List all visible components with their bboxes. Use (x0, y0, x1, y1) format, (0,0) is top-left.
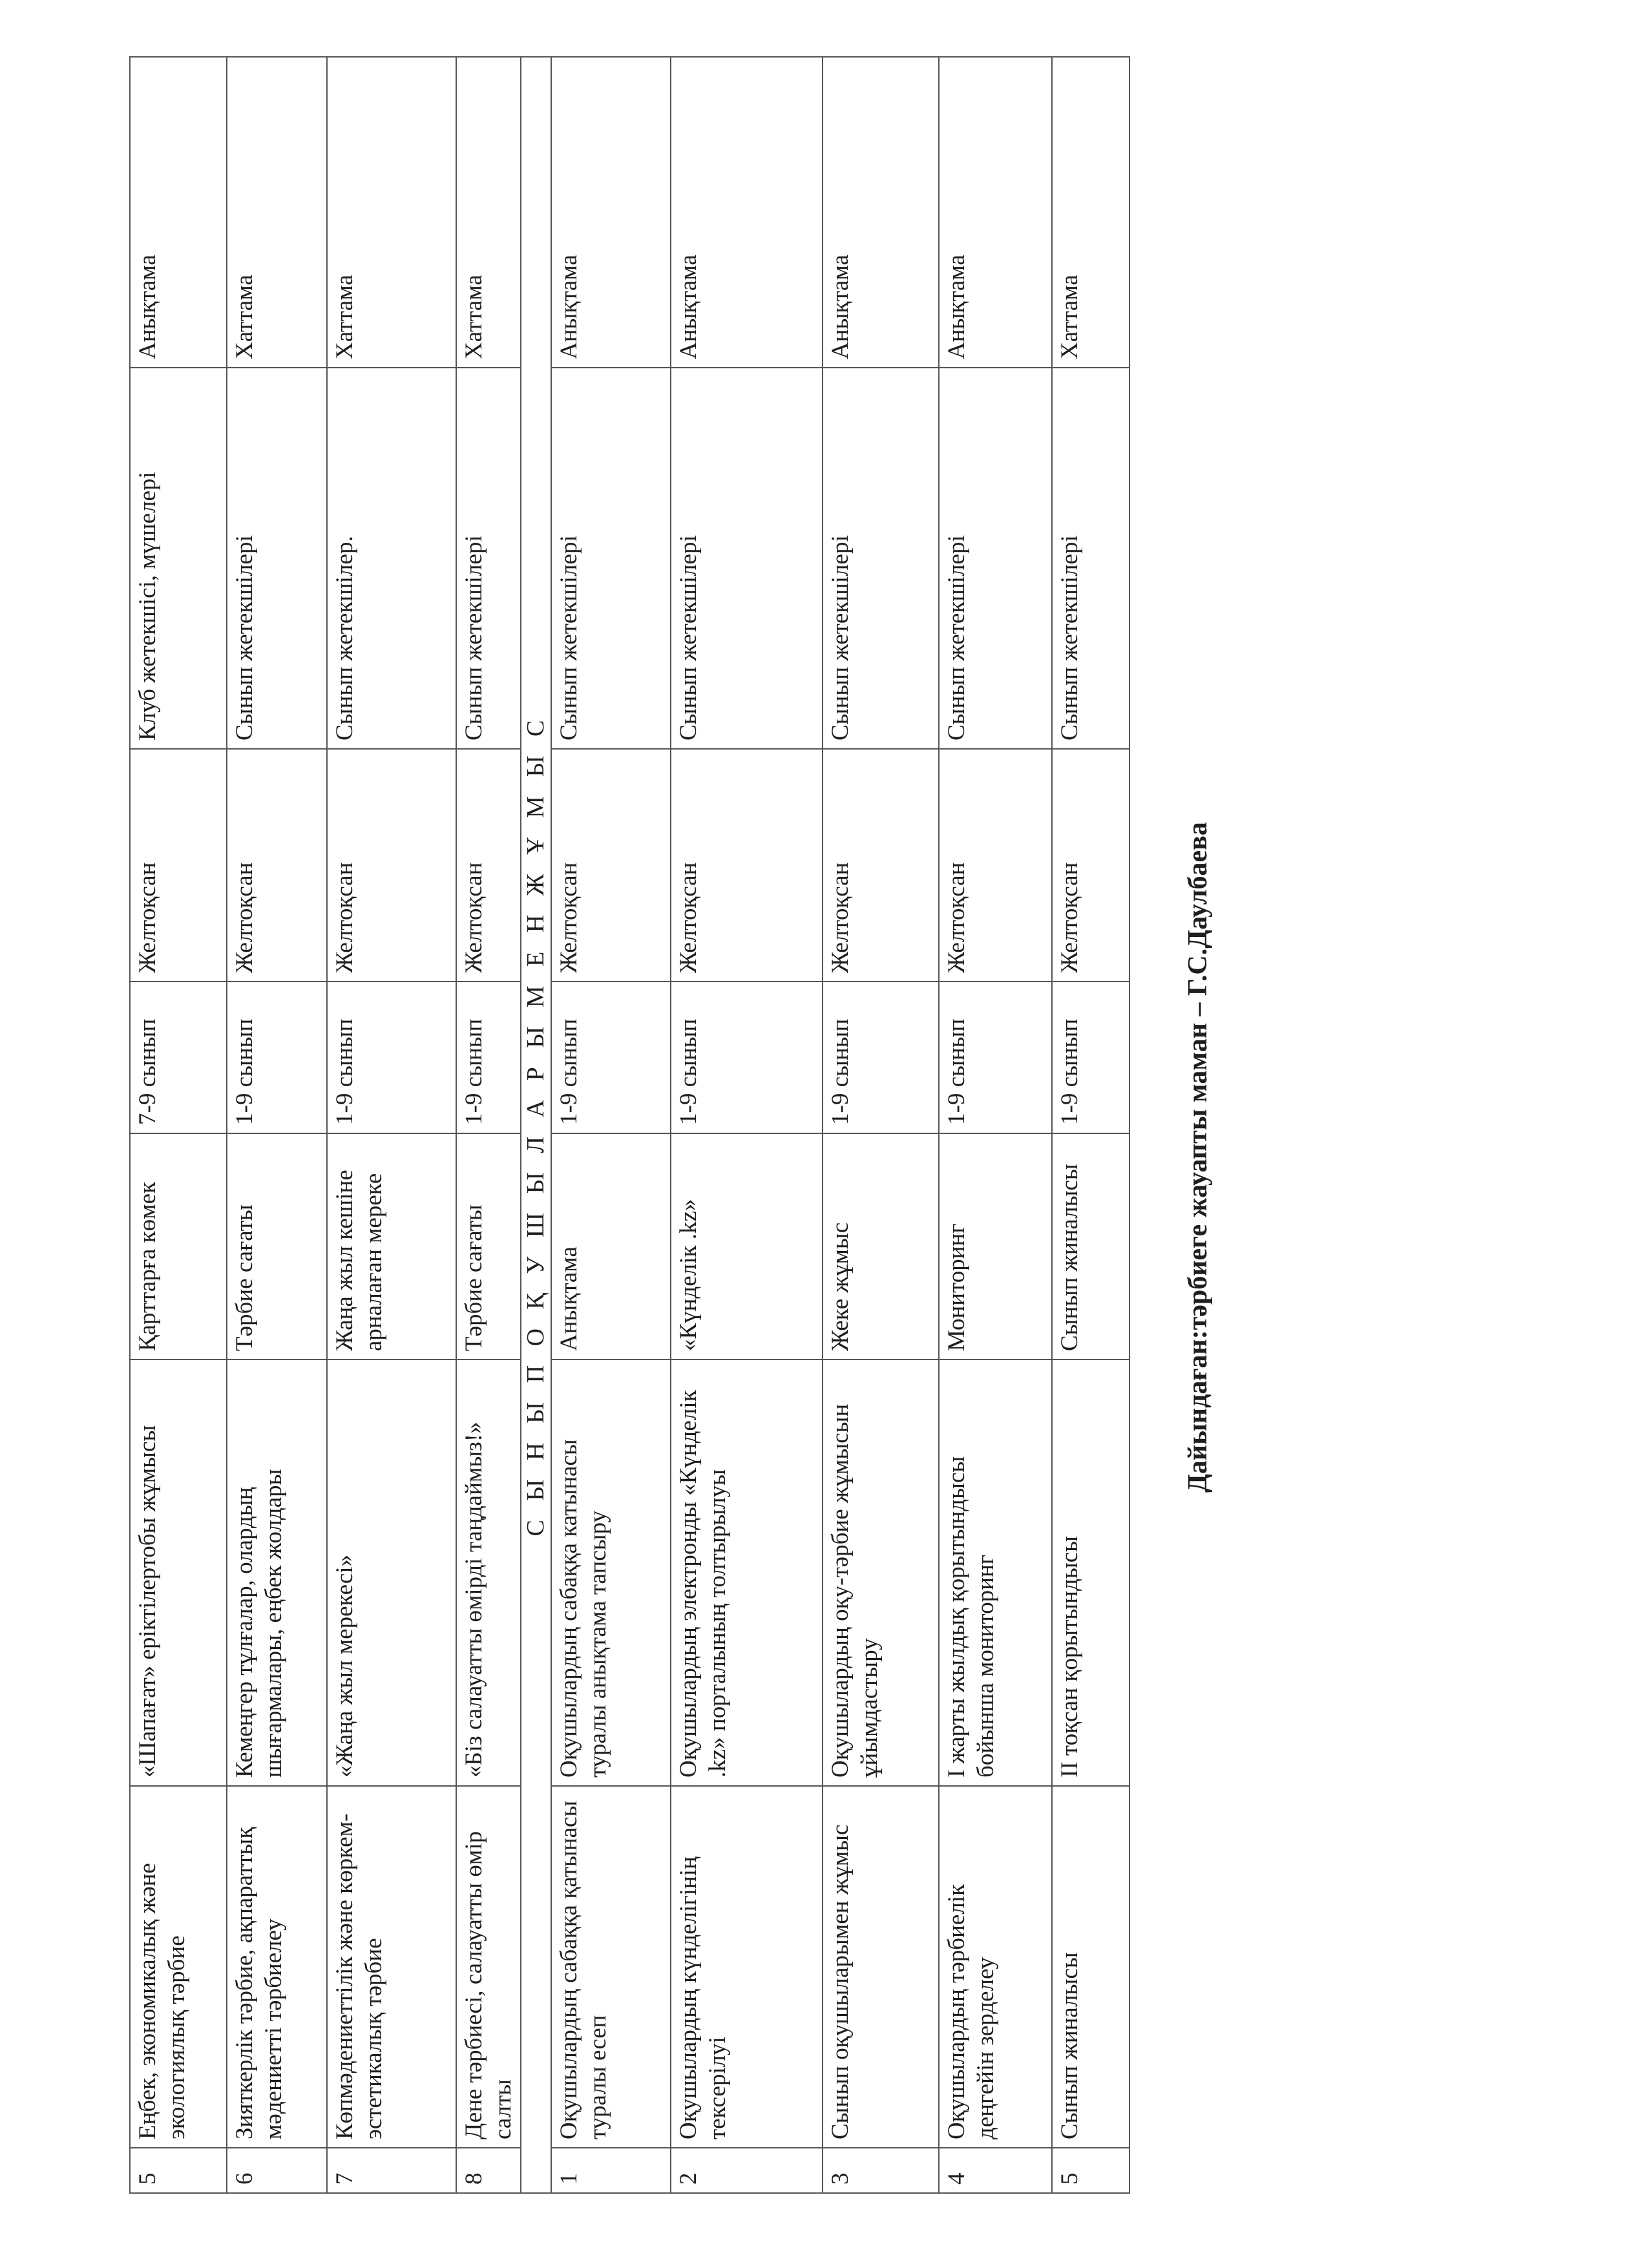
event-cell: Оқушылардың оқу-тәрбие жұмысын ұйымдастыру (823, 1360, 939, 1786)
month-cell: Желтоқсан (939, 749, 1052, 982)
grade-cell: 1-9 сынып (823, 982, 939, 1133)
report-cell: Анықтама (939, 57, 1052, 368)
responsible-cell: Сынып жетекшілері (939, 368, 1052, 749)
month-cell: Желтоқсан (227, 749, 327, 982)
row-number: 6 (227, 2148, 327, 2193)
grade-cell: 1-9 сынып (227, 982, 327, 1133)
grade-cell: 7-9 сынып (130, 982, 227, 1133)
direction-cell: Сынып жиналысы (1052, 1786, 1129, 2148)
form-cell: Жеке жұмыс (823, 1133, 939, 1360)
responsible-cell: Клуб жетекшісі, мүшелері (130, 368, 227, 749)
form-cell: Тәрбие сағаты (456, 1133, 521, 1360)
row-number: 5 (130, 2148, 227, 2193)
table-row (939, 57, 1052, 2193)
row-number: 2 (671, 2148, 823, 2193)
event-cell: «Біз салауатты өмірді таңдаймыз!» (456, 1360, 521, 1786)
plan-table-wrapper (129, 58, 1128, 2194)
month-cell: Желтоқсан (551, 749, 671, 982)
report-cell: Хаттама (327, 57, 456, 368)
responsible-cell: Сынып жетекшілер. (327, 368, 456, 749)
section-header-row (521, 57, 551, 2193)
event-cell: «Шапағат» еріктілертобы жұмысы (130, 1360, 227, 1786)
direction-cell: Зияткерлік тәрбие, ақпараттық мәдениетті тәрбиелеу (227, 1786, 327, 2148)
report-cell: Анықтама (823, 57, 939, 368)
report-cell: Анықтама (130, 57, 227, 368)
month-cell: Желтоқсан (130, 749, 227, 982)
form-cell: Сынып жиналысы (1052, 1133, 1129, 1360)
month-cell: Желтоқсан (327, 749, 456, 982)
event-cell: ІІ тоқсан қорытындысы (1052, 1360, 1129, 1786)
grade-cell: 1-9 сынып (327, 982, 456, 1133)
grade-cell: 1-9 сынып (671, 982, 823, 1133)
event-cell: «Жаңа жыл мерекесі» (327, 1360, 456, 1786)
row-number: 3 (823, 2148, 939, 2193)
direction-cell: Оқушылардың күнделігінің тексерілуі (671, 1786, 823, 2148)
responsible-cell: Сынып жетекшілері (456, 368, 521, 749)
direction-cell: Оқушылардың тәрбиелік деңгейін зерделеу (939, 1786, 1052, 2148)
report-cell: Анықтама (551, 57, 671, 368)
report-cell: Анықтама (671, 57, 823, 368)
table-row (227, 57, 327, 2193)
section-title: С Ы Н Ы П О Қ У Ш Ы Л А Р Ы М Е Н Ж Ұ М Ы С (521, 57, 551, 2193)
event-cell: І жарты жылдық қорытындысы бойынша мониторинг (939, 1360, 1052, 1786)
report-cell: Хаттама (1052, 57, 1129, 368)
grade-cell: 1-9 сынып (456, 982, 521, 1133)
event-cell: Кемеңгер тұлғалар, олардың шығармалары, еңбек жолдары (227, 1360, 327, 1786)
row-number: 4 (939, 2148, 1052, 2193)
form-cell: Жаңа жыл кешіне арналаған мереке (327, 1133, 456, 1360)
grade-cell: 1-9 сынып (939, 982, 1052, 1133)
table-row (130, 57, 227, 2193)
form-cell: Тәрбие сағаты (227, 1133, 327, 1360)
row-number: 8 (456, 2148, 521, 2193)
form-cell: Анықтама (551, 1133, 671, 1360)
row-number: 7 (327, 2148, 456, 2193)
row-number: 5 (1052, 2148, 1129, 2193)
month-cell: Желтоқсан (671, 749, 823, 982)
month-cell: Желтоқсан (1052, 749, 1129, 982)
direction-cell: Көпмәдениеттілік және көркем-эстетикалық тәрбие (327, 1786, 456, 2148)
responsible-cell: Сынып жетекшілері (823, 368, 939, 749)
event-cell: Оқушылардың электронды «Күнделік .kz» порталының толтырылуы (671, 1360, 823, 1786)
form-cell: Мониторинг (939, 1133, 1052, 1360)
table-row (551, 57, 671, 2193)
report-cell: Хаттама (456, 57, 521, 368)
table-row (456, 57, 521, 2193)
form-cell: Қарттарға көмек (130, 1133, 227, 1360)
plan-table (129, 56, 1130, 2194)
row-number: 1 (551, 2148, 671, 2193)
form-cell: «Күнделік .kz» (671, 1133, 823, 1360)
responsible-cell: Сынып жетекшілері (671, 368, 823, 749)
direction-cell: Еңбек, экономикалық және экологиялық тәрбие (130, 1786, 227, 2148)
direction-cell: Дене тәрбиесі, салауатты өмір салты (456, 1786, 521, 2148)
month-cell: Желтоқсан (823, 749, 939, 982)
table-row (327, 57, 456, 2193)
month-cell: Желтоқсан (456, 749, 521, 982)
direction-cell: Оқушылардың сабаққа қатынасы туралы есеп (551, 1786, 671, 2148)
report-cell: Хаттама (227, 57, 327, 368)
responsible-cell: Сынып жетекшілері (551, 368, 671, 749)
responsible-cell: Сынып жетекшілері (1052, 368, 1129, 749)
table-row (671, 57, 823, 2193)
direction-cell: Сынып оқушыларымен жұмыс (823, 1786, 939, 2148)
table-row (823, 57, 939, 2193)
prepared-by-signature: Дайындаған:тәрбиеге жауапты маман – Г.С.Даулбаева (1183, 822, 1213, 1493)
grade-cell: 1-9 сынып (1052, 982, 1129, 1133)
responsible-cell: Сынып жетекшілері (227, 368, 327, 749)
table-row (1052, 57, 1129, 2193)
event-cell: Оқушылардың сабаққа катынасы туралы анықтама тапсыру (551, 1360, 671, 1786)
grade-cell: 1-9 сынып (551, 982, 671, 1133)
